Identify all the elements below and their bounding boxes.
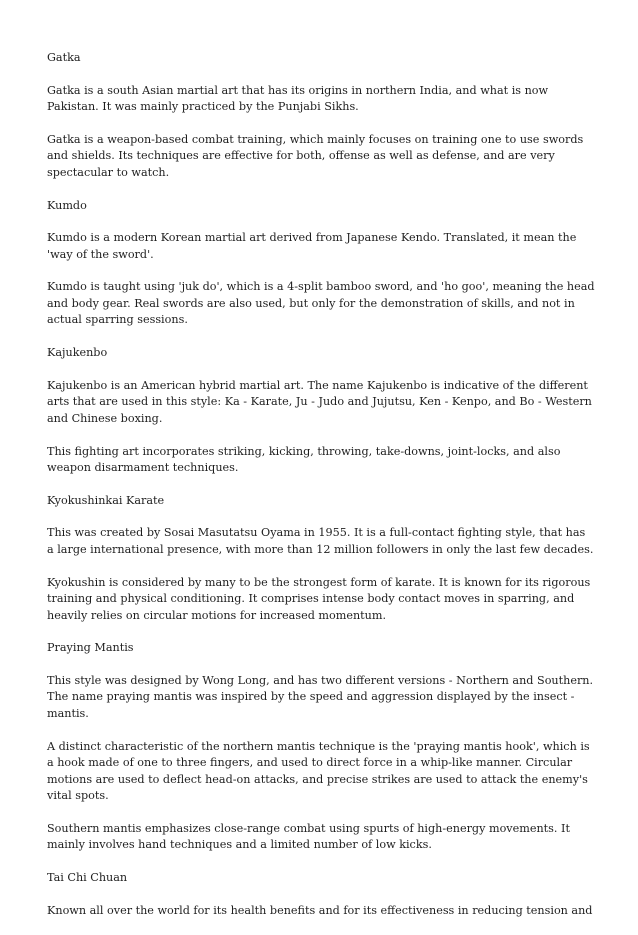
section-gatka bbox=[47, 50, 595, 181]
section-kyokushinkai-karate bbox=[47, 493, 595, 624]
section-heading: Kajukenbo bbox=[47, 346, 108, 360]
paragraph: Kyokushin is considered by many to be the strongest form of karate. It is known for its rigorous training and physical conditioning. It comprises intense body contact moves in sparring, and heavily relies on circular motions for increased momentum. bbox=[47, 575, 591, 622]
section-heading: Kyokushinkai Karate bbox=[47, 493, 165, 507]
section-tai-chi-chuan bbox=[47, 870, 595, 919]
section-heading: Gatka bbox=[47, 51, 81, 64]
section-heading: Tai Chi Chuan bbox=[47, 871, 128, 884]
paragraph: Kumdo is taught using 'juk do', which is a 4-split bamboo sword, and 'ho goo', meaning the head and body gear. Real swords are also used, but only for the demonstration of skills, and not in actual sparring sessions. bbox=[47, 280, 595, 327]
paragraph: Kajukenbo is an American hybrid martial art. The name Kajukenbo is indicative of the different arts that are used in this style: Ka - Karate, Ju - Judo and Jujutsu, Ken - Kenpo, and Bo - Western and Chinese boxing. bbox=[47, 378, 592, 425]
section-kajukenbo bbox=[47, 345, 595, 476]
paragraph: Kumdo is a modern Korean martial art derived from Japanese Kendo. Translated, it mean the 'way of the sword'. bbox=[47, 231, 577, 261]
document-page bbox=[47, 50, 595, 935]
paragraph: Gatka is a south Asian martial art that has its origins in northern India, and what is now Pakistan. It was mainly practiced by the Punjabi Sikhs. bbox=[47, 83, 549, 114]
paragraph: A distinct characteristic of the northern mantis technique is the 'praying mantis hook', which is a hook made of one to three fingers, and used to direct force in a whip-like manner. Circular motions are used to deflect head-on attacks, and precise strikes are used to attack the enemy's vital spots. bbox=[47, 739, 590, 803]
section-kumdo bbox=[47, 198, 595, 329]
paragraph: Known all over the world for its health benefits and for its effectiveness in reducing tension and bbox=[47, 903, 593, 917]
paragraph: Southern mantis emphasizes close-range combat using spurts of high-energy movements. It mainly involves hand techniques and a limited number of low kicks. bbox=[47, 821, 570, 852]
section-heading: Kumdo bbox=[47, 198, 87, 212]
paragraph: This fighting art incorporates striking, kicking, throwing, take-downs, joint-locks, and also weapon disarmament techniques. bbox=[47, 444, 561, 474]
paragraph: Gatka is a weapon-based combat training, which mainly focuses on training one to use swords and shields. Its techniques are effective for both, offense as well as defense, and are very spectacular to watch. bbox=[47, 132, 584, 179]
paragraph: This style was designed by Wong Long, and has two different versions - Northern and Southern. The name praying mantis was inspired by the speed and aggression displayed by the insect - mantis. bbox=[47, 673, 594, 720]
section-praying-mantis bbox=[47, 640, 595, 854]
section-heading: Praying Mantis bbox=[47, 641, 134, 655]
paragraph: This was created by Sosai Masutatsu Oyama in 1955. It is a full-contact fighting style, that has a large international presence, with more than 12 million followers in only the last few decades. bbox=[47, 526, 594, 556]
